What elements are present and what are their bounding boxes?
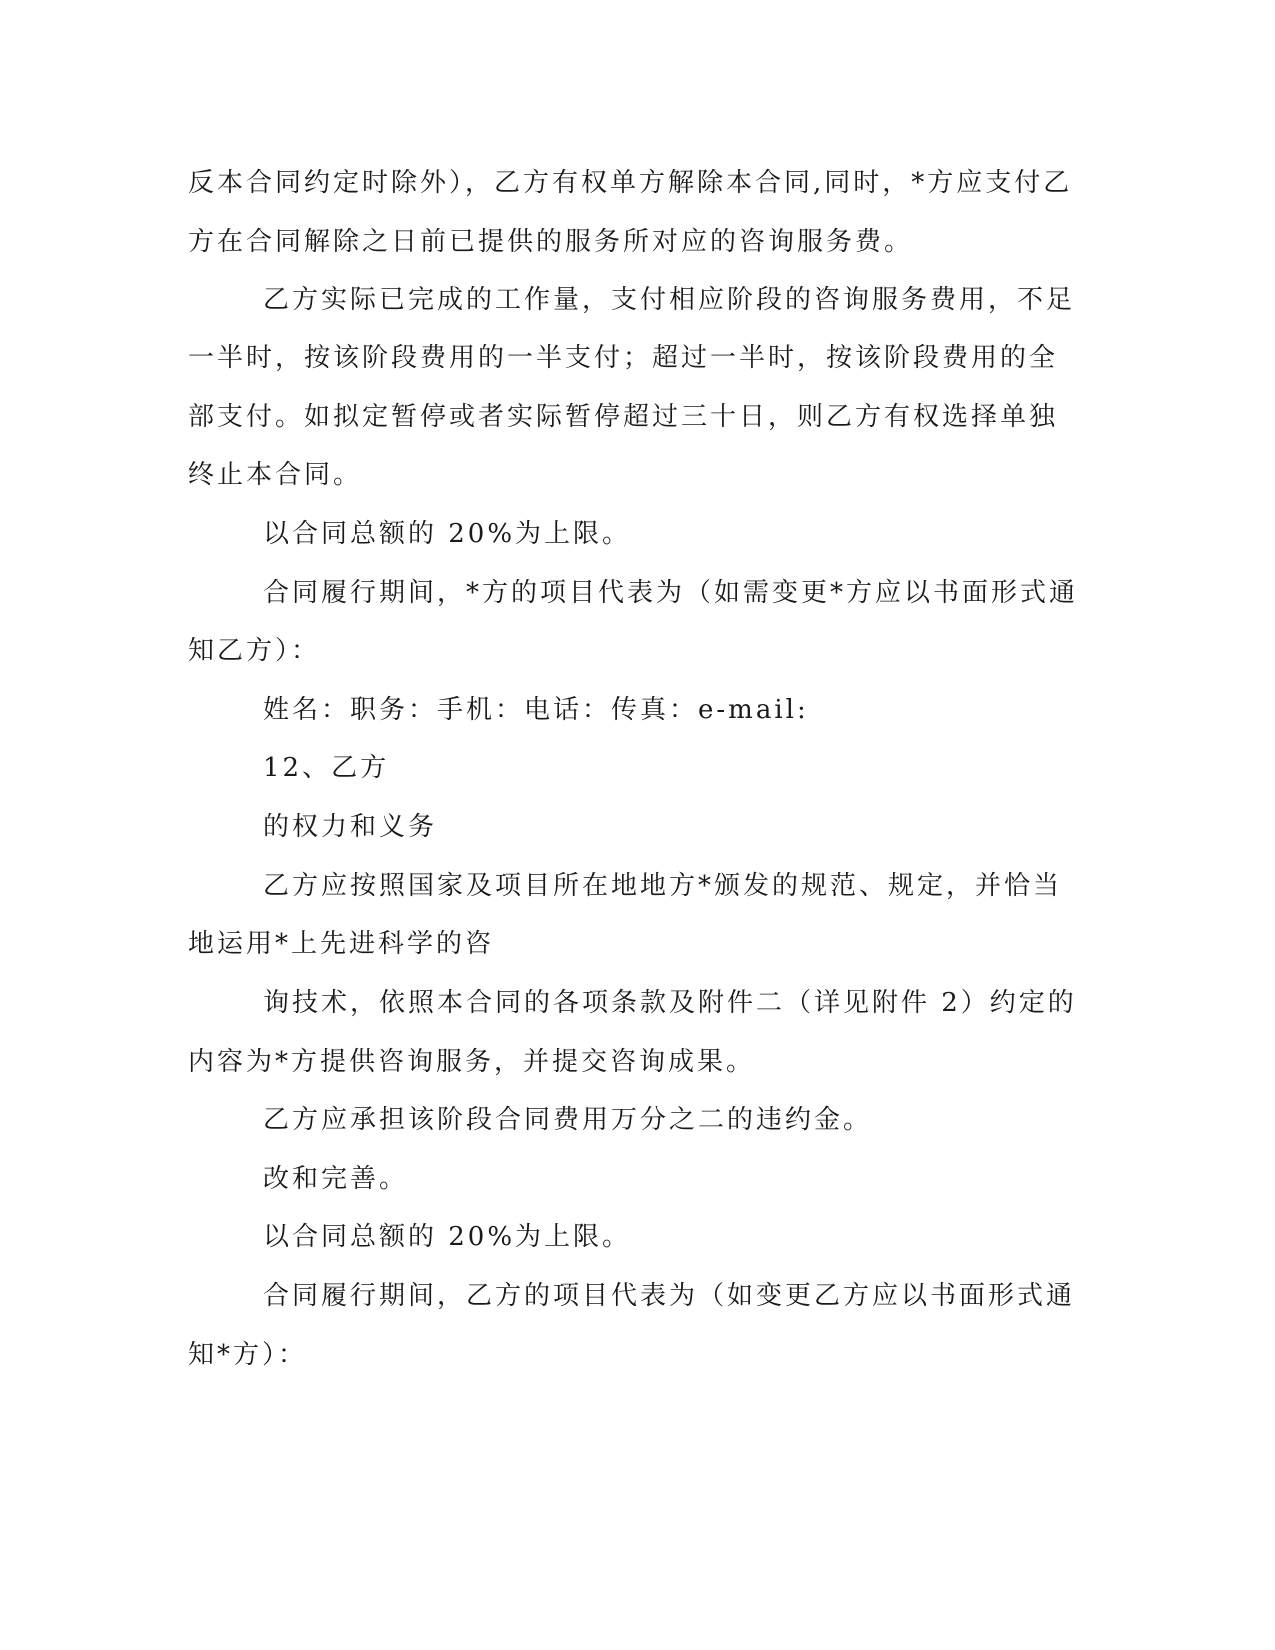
text-line: 一半时，按该阶段费用的一半支付；超过一半时，按该阶段费用的全 — [188, 343, 1059, 373]
text-line: 内容为*方提供咨询服务，并提交咨询成果。 — [188, 1047, 756, 1077]
text-line: 以合同总额的 20%为上限。 — [263, 1222, 632, 1252]
text-line: 地运用*上先进科学的咨 — [188, 929, 495, 959]
text-line: 方在合同解除之日前已提供的服务所对应的咨询服务费。 — [188, 227, 914, 257]
text-line: 合同履行期间，乙方的项目代表为（如变更乙方应以书面形式通 — [263, 1281, 1076, 1311]
text-line: 12、乙方 — [263, 753, 390, 783]
text-line: 知乙方）： — [188, 636, 321, 666]
text-line: 询技术，依照本合同的各项条款及附件二（详见附件 2）约定的 — [263, 988, 1077, 1018]
text-line: 乙方应承担该阶段合同费用万分之二的违约金。 — [263, 1105, 873, 1135]
text-line: 改和完善。 — [263, 1164, 409, 1194]
text-line: 的权力和义务 — [263, 812, 438, 842]
text-line: 部支付。如拟定暂停或者实际暂停超过三十日，则乙方有权选择单独 — [188, 402, 1059, 432]
text-line: 姓名：职务：手机：电话：传真：e-mail: — [263, 695, 809, 725]
text-line: 知*方）： — [188, 1340, 308, 1370]
text-line: 乙方实际已完成的工作量，支付相应阶段的咨询服务费用，不足 — [263, 285, 1076, 315]
text-line: 终止本合同。 — [188, 460, 363, 490]
text-line: 乙方应按照国家及项目所在地地方*颁发的规范、规定，并恰当 — [263, 871, 1063, 901]
text-line: 以合同总额的 20%为上限。 — [263, 519, 632, 549]
text-line: 反本合同约定时除外），乙方有权单方解除本合同,同时，*方应支付乙 — [188, 168, 1073, 198]
text-line: 合同履行期间，*方的项目代表为（如需变更*方应以书面形式通 — [263, 578, 1079, 608]
